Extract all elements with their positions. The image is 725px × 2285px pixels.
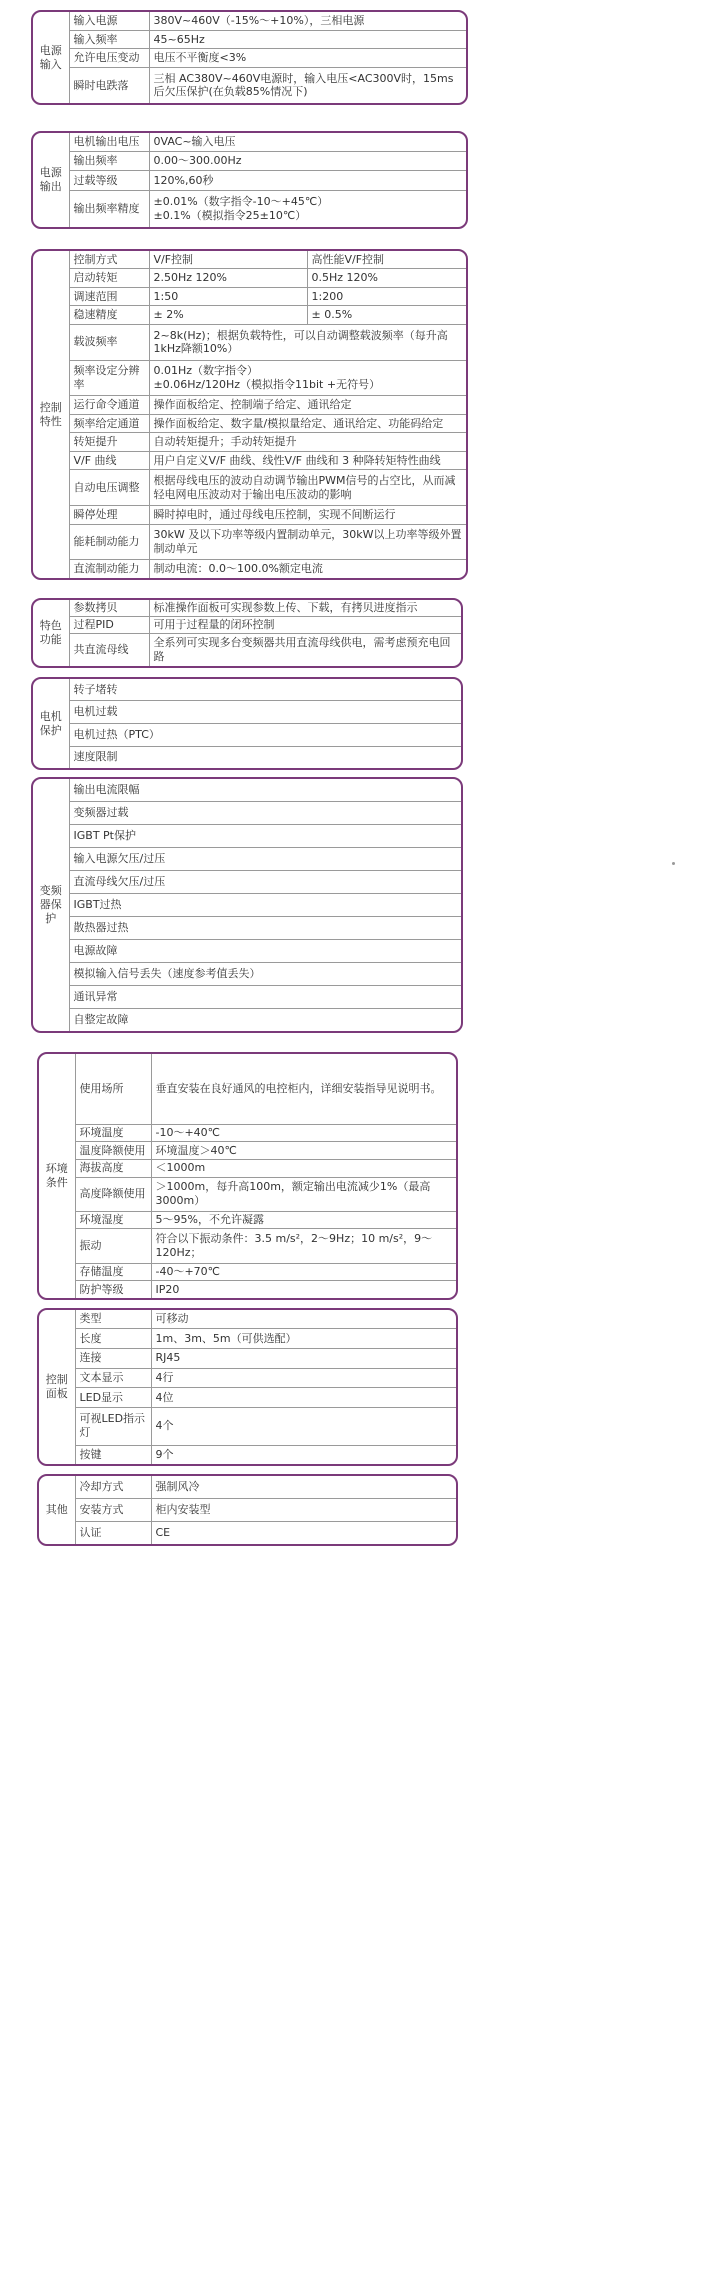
spec-value: -40～+70℃ — [151, 1263, 456, 1281]
spec-value: 用户自定义V/F 曲线、线性V/F 曲线和 3 种降转矩特性曲线 — [149, 451, 466, 470]
spec-key: 过程PID — [69, 617, 149, 634]
power-output-table — [33, 133, 466, 227]
protect-item: 通讯异常 — [69, 986, 461, 1009]
spec-value: ±0.01%（数字指令-10～+45℃） ±0.1%（模拟指令25±10℃） — [149, 190, 466, 227]
section-features — [31, 598, 463, 668]
spec-key: 启动转矩 — [69, 269, 149, 288]
spec-key: LED显示 — [75, 1388, 151, 1408]
protect-item: 自整定故障 — [69, 1009, 461, 1031]
power-input-table — [33, 12, 466, 103]
other-label: 其他 — [39, 1476, 75, 1544]
spec-value: ＞1000m，每升高100m，额定输出电流减少1%（最高3000m） — [151, 1177, 456, 1211]
spec-value: 45~65Hz — [149, 30, 466, 49]
spec-key: 输入电源 — [69, 12, 149, 30]
control-label: 控制 特性 — [33, 251, 69, 578]
spec-value: 1m、3m、5m（可供选配） — [151, 1329, 456, 1349]
inverter-protect-table — [33, 779, 461, 1031]
spec-value: ± 0.5% — [307, 306, 466, 325]
spec-key: 自动电压调整 — [69, 470, 149, 506]
stray-dot — [672, 862, 675, 865]
protect-item: 电源故障 — [69, 940, 461, 963]
spec-value: 380V~460V（-15%～+10%），三相电源 — [149, 12, 466, 30]
spec-value: 可移动 — [151, 1310, 456, 1329]
spec-key: 防护等级 — [75, 1281, 151, 1298]
spec-value: 0.01Hz（数字指令） ±0.06Hz/120Hz（模拟指令11bit +无符号） — [149, 360, 466, 396]
spec-key: 过载等级 — [69, 171, 149, 190]
spec-value: 强制风冷 — [151, 1476, 456, 1498]
spec-value: 标准操作面板可实现参数上传、下载，有拷贝进度指示 — [149, 600, 461, 617]
spec-value: 操作面板给定、数字量/模拟量给定、通讯给定、功能码给定 — [149, 414, 466, 433]
motor-protect-label: 电机 保护 — [33, 679, 69, 768]
spec-key: 认证 — [75, 1522, 151, 1544]
spec-value: 瞬时掉电时，通过母线电压控制，实现不间断运行 — [149, 506, 466, 525]
section-control — [31, 249, 468, 580]
spec-value: 4位 — [151, 1388, 456, 1408]
spec-key: 环境温度 — [75, 1124, 151, 1142]
control-header-mode: 控制方式 — [69, 251, 149, 269]
spec-value: 30kW 及以下功率等级内置制动单元，30kW以上功率等级外置制动单元 — [149, 524, 466, 560]
protect-item: 变频器过载 — [69, 801, 461, 824]
section-environment — [37, 1052, 458, 1300]
spec-key: 频率设定分辨率 — [69, 360, 149, 396]
spec-key: 输出频率精度 — [69, 190, 149, 227]
spec-value: 1:50 — [149, 287, 307, 306]
spec-key: 电机输出电压 — [69, 133, 149, 152]
spec-value: 120%,60秒 — [149, 171, 466, 190]
spec-key: 参数拷贝 — [69, 600, 149, 617]
protect-item: IGBT Pt保护 — [69, 824, 461, 847]
inverter-protect-label: 变频 器保 护 — [33, 779, 69, 1031]
spec-value: 电压不平衡度<3% — [149, 49, 466, 68]
control-table — [33, 251, 466, 578]
protect-item: 模拟输入信号丢失（速度参考值丢失） — [69, 963, 461, 986]
spec-value: 操作面板给定、控制端子给定、通讯给定 — [149, 396, 466, 415]
spec-key: 冷却方式 — [75, 1476, 151, 1498]
motor-protect-table — [33, 679, 461, 768]
control-header-vf: V/F控制 — [149, 251, 307, 269]
spec-key: 载波频率 — [69, 324, 149, 360]
spec-key: 海拔高度 — [75, 1159, 151, 1177]
power-output-label: 电源 输出 — [33, 133, 69, 227]
spec-key: V/F 曲线 — [69, 451, 149, 470]
spec-key: 可视LED指示灯 — [75, 1407, 151, 1445]
features-label: 特色 功能 — [33, 600, 69, 666]
spec-value: 0.5Hz 120% — [307, 269, 466, 288]
section-inverter-protect — [31, 777, 463, 1033]
spec-key: 瞬停处理 — [69, 506, 149, 525]
section-panel — [37, 1308, 458, 1466]
spec-value: 全系列可实现多台变频器共用直流母线供电，需考虑预充电回路 — [149, 634, 461, 666]
spec-value: 可用于过程量的闭环控制 — [149, 617, 461, 634]
spec-key: 调速范围 — [69, 287, 149, 306]
spec-key: 允许电压变动 — [69, 49, 149, 68]
spec-key: 长度 — [75, 1329, 151, 1349]
control-header-hpvf: 高性能V/F控制 — [307, 251, 466, 269]
spec-key: 直流制动能力 — [69, 560, 149, 578]
spec-value: 0VAC~输入电压 — [149, 133, 466, 152]
spec-value: 符合以下振动条件：3.5 m/s²，2～9Hz；10 m/s²，9～120Hz； — [151, 1229, 456, 1263]
environment-table — [39, 1054, 456, 1298]
protect-item: 输入电源欠压/过压 — [69, 847, 461, 870]
spec-key: 温度降额使用 — [75, 1142, 151, 1160]
section-power-output — [31, 131, 468, 229]
spec-key: 输入频率 — [69, 30, 149, 49]
spec-value: ± 2% — [149, 306, 307, 325]
spec-value: ＜1000m — [151, 1159, 456, 1177]
spec-key: 运行命令通道 — [69, 396, 149, 415]
panel-label: 控制 面板 — [39, 1310, 75, 1464]
spec-value: 自动转矩提升；手动转矩提升 — [149, 433, 466, 452]
spec-key: 稳速精度 — [69, 306, 149, 325]
spec-key: 转矩提升 — [69, 433, 149, 452]
spec-key: 瞬时电跌落 — [69, 67, 149, 103]
spec-key: 频率给定通道 — [69, 414, 149, 433]
protect-item: 电机过热（PTC） — [69, 723, 461, 746]
spec-value: CE — [151, 1522, 456, 1544]
spec-value: 5～95%，不允许凝露 — [151, 1211, 456, 1229]
protect-item: 转子堵转 — [69, 679, 461, 701]
spec-key: 安装方式 — [75, 1498, 151, 1521]
spec-value: 根据母线电压的波动自动调节输出PWM信号的占空比，从而减轻电网电压波动对于输出电压波动的影响 — [149, 470, 466, 506]
spec-value: 柜内安装型 — [151, 1498, 456, 1521]
spec-value: 2.50Hz 120% — [149, 269, 307, 288]
section-power-input — [31, 10, 468, 105]
spec-key: 输出频率 — [69, 152, 149, 171]
protect-item: 电机过载 — [69, 701, 461, 724]
spec-value: 4行 — [151, 1368, 456, 1388]
panel-table — [39, 1310, 456, 1464]
spec-value: 制动电流：0.0～100.0%额定电流 — [149, 560, 466, 578]
features-table — [33, 600, 461, 666]
protect-item: 速度限制 — [69, 746, 461, 768]
protect-item: 散热器过热 — [69, 917, 461, 940]
spec-value: 2~8k(Hz)；根据负载特性，可以自动调整载波频率（每升高1kHz降额10%） — [149, 324, 466, 360]
spec-value: 0.00～300.00Hz — [149, 152, 466, 171]
protect-item: 输出电流限幅 — [69, 779, 461, 801]
power-input-label: 电源 输入 — [33, 12, 69, 103]
spec-value: 三相 AC380V~460V电源时，输入电压<AC300V时，15ms后欠压保护(在负载85%情况下) — [149, 67, 466, 103]
spec-value: -10～+40℃ — [151, 1124, 456, 1142]
spec-key: 按键 — [75, 1445, 151, 1464]
spec-key: 存储温度 — [75, 1263, 151, 1281]
spec-value: 1:200 — [307, 287, 466, 306]
spec-key: 高度降额使用 — [75, 1177, 151, 1211]
spec-key: 文本显示 — [75, 1368, 151, 1388]
spec-key: 使用场所 — [75, 1054, 151, 1124]
spec-value: 9个 — [151, 1445, 456, 1464]
spec-value: IP20 — [151, 1281, 456, 1298]
section-other — [37, 1474, 458, 1546]
spec-key: 共直流母线 — [69, 634, 149, 666]
protect-item: 直流母线欠压/过压 — [69, 870, 461, 893]
spec-key: 类型 — [75, 1310, 151, 1329]
other-table — [39, 1476, 456, 1544]
spec-key: 能耗制动能力 — [69, 524, 149, 560]
spec-value: 4个 — [151, 1407, 456, 1445]
environment-label: 环境 条件 — [39, 1054, 75, 1298]
spec-value: 垂直安装在良好通风的电控柜内，详细安装指导见说明书。 — [151, 1054, 456, 1124]
spec-key: 振动 — [75, 1229, 151, 1263]
spec-key: 环境湿度 — [75, 1211, 151, 1229]
spec-value: 环境温度＞40℃ — [151, 1142, 456, 1160]
section-motor-protect — [31, 677, 463, 770]
spec-key: 连接 — [75, 1348, 151, 1368]
spec-value: RJ45 — [151, 1348, 456, 1368]
protect-item: IGBT过热 — [69, 893, 461, 916]
